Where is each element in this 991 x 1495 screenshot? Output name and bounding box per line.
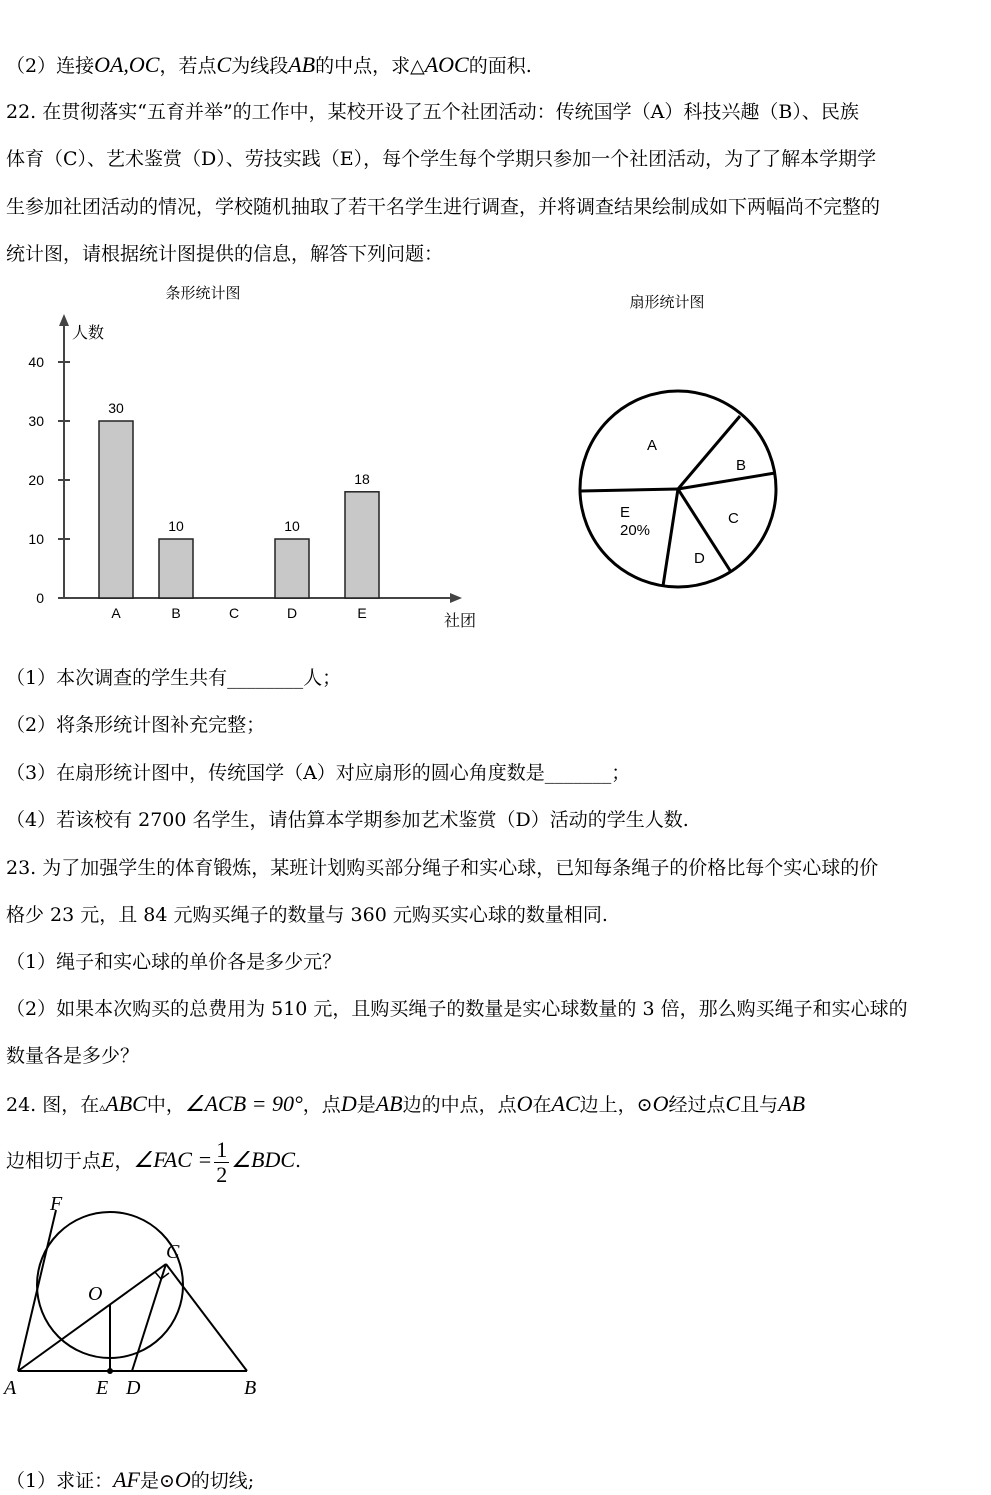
text: 边上，⊙ — [579, 1094, 653, 1116]
category-label: E — [357, 605, 367, 621]
fraction-denominator: 2 — [216, 1161, 228, 1187]
bar-a — [99, 421, 133, 598]
label-e: E — [96, 1377, 109, 1399]
q24-sub1 — [6, 1468, 254, 1493]
bar-value-label: 10 — [168, 518, 184, 534]
label-a: A — [4, 1377, 17, 1399]
q22-sub3: （3）在扇形统计图中，传统国学（A）对应扇形的圆心角度数是_______； — [6, 762, 631, 784]
bar-chart — [20, 278, 490, 638]
text: 为线段 — [231, 55, 289, 77]
math-o: O — [516, 1091, 533, 1116]
text: . — [295, 1150, 302, 1172]
label-d: D — [126, 1377, 141, 1399]
text: 且与 — [740, 1094, 779, 1116]
math-aoc: AOC — [424, 52, 469, 77]
pie-label-a: A — [647, 437, 658, 454]
bar-e — [345, 492, 379, 598]
q22-sub4: （4）若该校有 2700 名学生，请估算本学期参加艺术鉴赏（D）活动的学生人数. — [6, 809, 689, 831]
q22-line4: 统计图，请根据统计图提供的信息，解答下列问题： — [6, 243, 444, 265]
x-axis-arrow — [450, 593, 462, 603]
y-tick-label: 10 — [28, 531, 44, 547]
text: 是 — [356, 1094, 376, 1116]
point-e-dot — [107, 1368, 113, 1374]
math-af: AF — [113, 1467, 140, 1492]
text: ， — [114, 1150, 134, 1172]
math-angle-acb: ∠ACB = 90° — [184, 1091, 303, 1116]
geometry-figure — [0, 1190, 300, 1405]
bar-chart-title: 条形统计图 — [165, 285, 241, 302]
text: ，若点 — [159, 55, 217, 77]
math-o: O — [174, 1467, 191, 1492]
bar-d — [275, 539, 309, 598]
category-label: B — [171, 605, 181, 621]
q22-line1: 22. 在贯彻落实“五育并举”的工作中，某校开设了五个社团活动：传统国学（A）科技兴趣（B）、民族 — [6, 101, 859, 123]
pie-label-b: B — [736, 457, 747, 474]
math-angle-fac: ∠FAC = — [133, 1147, 213, 1172]
bar-b — [159, 539, 193, 598]
bar-chart-ylabel: 人数 — [72, 325, 105, 342]
y-tick-label: 0 — [36, 590, 44, 606]
math-ab: AB — [778, 1091, 806, 1116]
q22-sub2: （2）将条形统计图补充完整； — [6, 714, 266, 736]
text: （1）求证： — [6, 1470, 114, 1492]
text: 经过点 — [668, 1094, 726, 1116]
math-ab: AB — [375, 1091, 403, 1116]
math-ab: AB — [288, 52, 316, 77]
text: 边相切于点 — [6, 1150, 102, 1172]
text: （2）连接 — [6, 55, 95, 77]
segment-dc — [132, 1264, 166, 1371]
segment-cb — [166, 1264, 247, 1371]
text: 是⊙ — [139, 1470, 175, 1492]
bar-value-label: 18 — [354, 470, 370, 487]
pie-chart-title: 扇形统计图 — [629, 294, 705, 311]
pie-chart — [560, 285, 800, 595]
y-axis-arrow — [59, 314, 69, 326]
bar-value-label: 30 — [108, 400, 124, 416]
fraction-one-half — [214, 1138, 229, 1187]
math-oa-oc: OA,OC — [94, 52, 160, 77]
q22-line3: 生参加社团活动的情况，学校随机抽取了若干名学生进行调查，并将调查结果绘制成如下两幅尚不完整的 — [6, 196, 881, 218]
pie-divider — [581, 489, 678, 491]
triangle-symbol: ▵ — [99, 1100, 106, 1114]
q23-sub2b: 数量各是多少？ — [6, 1045, 140, 1067]
text: 的中点，求△ — [315, 55, 425, 77]
math-c: C — [216, 52, 232, 77]
text: ，点 — [302, 1094, 341, 1116]
y-tick-label: 30 — [28, 413, 44, 429]
q23-line2: 格少 23 元，且 84 元购买绳子的数量与 360 元购买实心球的数量相同. — [6, 904, 608, 926]
q22-sub1: （1）本次调查的学生共有________人； — [6, 667, 342, 689]
q23-sub1: （1）绳子和实心球的单价各是多少元？ — [6, 951, 342, 973]
q23-sub2a: （2）如果本次购买的总费用为 510 元，且购买绳子的数量是实心球数量的 3 倍，那么购买绳子和实心球的 — [6, 998, 908, 1020]
text: 24. 图，在 — [6, 1094, 100, 1116]
category-label: A — [111, 605, 121, 621]
category-label: D — [286, 605, 298, 621]
text: 中， — [146, 1094, 185, 1116]
label-f: F — [50, 1193, 63, 1215]
pie-annotation-e: 20% — [620, 522, 651, 539]
fraction-numerator: 1 — [216, 1136, 228, 1162]
math-e: E — [101, 1147, 115, 1172]
math-o: O — [652, 1091, 669, 1116]
q24-line1 — [6, 1092, 805, 1119]
pie-label-d: D — [694, 550, 705, 567]
math-abc: ABC — [105, 1091, 147, 1116]
math-ac: AC — [551, 1091, 580, 1116]
math-angle-bdc: ∠BDC — [231, 1147, 296, 1172]
text: 的切线; — [190, 1470, 255, 1492]
q22-line2: 体育（C）、艺术鉴赏（D）、劳技实践（E），每个学生每个学期只参加一个社团活动，为了了解本学期学 — [6, 148, 877, 170]
label-o: O — [88, 1283, 103, 1305]
math-c: C — [725, 1091, 741, 1116]
pie-label-c: C — [728, 510, 739, 527]
category-label: C — [228, 605, 240, 621]
label-b: B — [244, 1377, 257, 1399]
y-tick-label: 20 — [28, 472, 44, 488]
text: 的面积. — [468, 55, 532, 77]
y-tick-label: 40 — [28, 354, 44, 370]
bar-chart-xlabel: 社团 — [444, 613, 477, 630]
math-d: D — [340, 1091, 357, 1116]
bar-value-label: 10 — [284, 518, 300, 534]
q23-line1: 23. 为了加强学生的体育锻炼，某班计划购买部分绳子和实心球，已知每条绳子的价格比每个实心球的价 — [6, 857, 879, 879]
q24-line2 — [6, 1136, 301, 1187]
text: 在 — [532, 1094, 552, 1116]
label-c: C — [166, 1241, 180, 1263]
q21-part2 — [6, 53, 532, 78]
pie-label-e: E — [620, 504, 631, 521]
text: 边的中点，点 — [402, 1094, 517, 1116]
